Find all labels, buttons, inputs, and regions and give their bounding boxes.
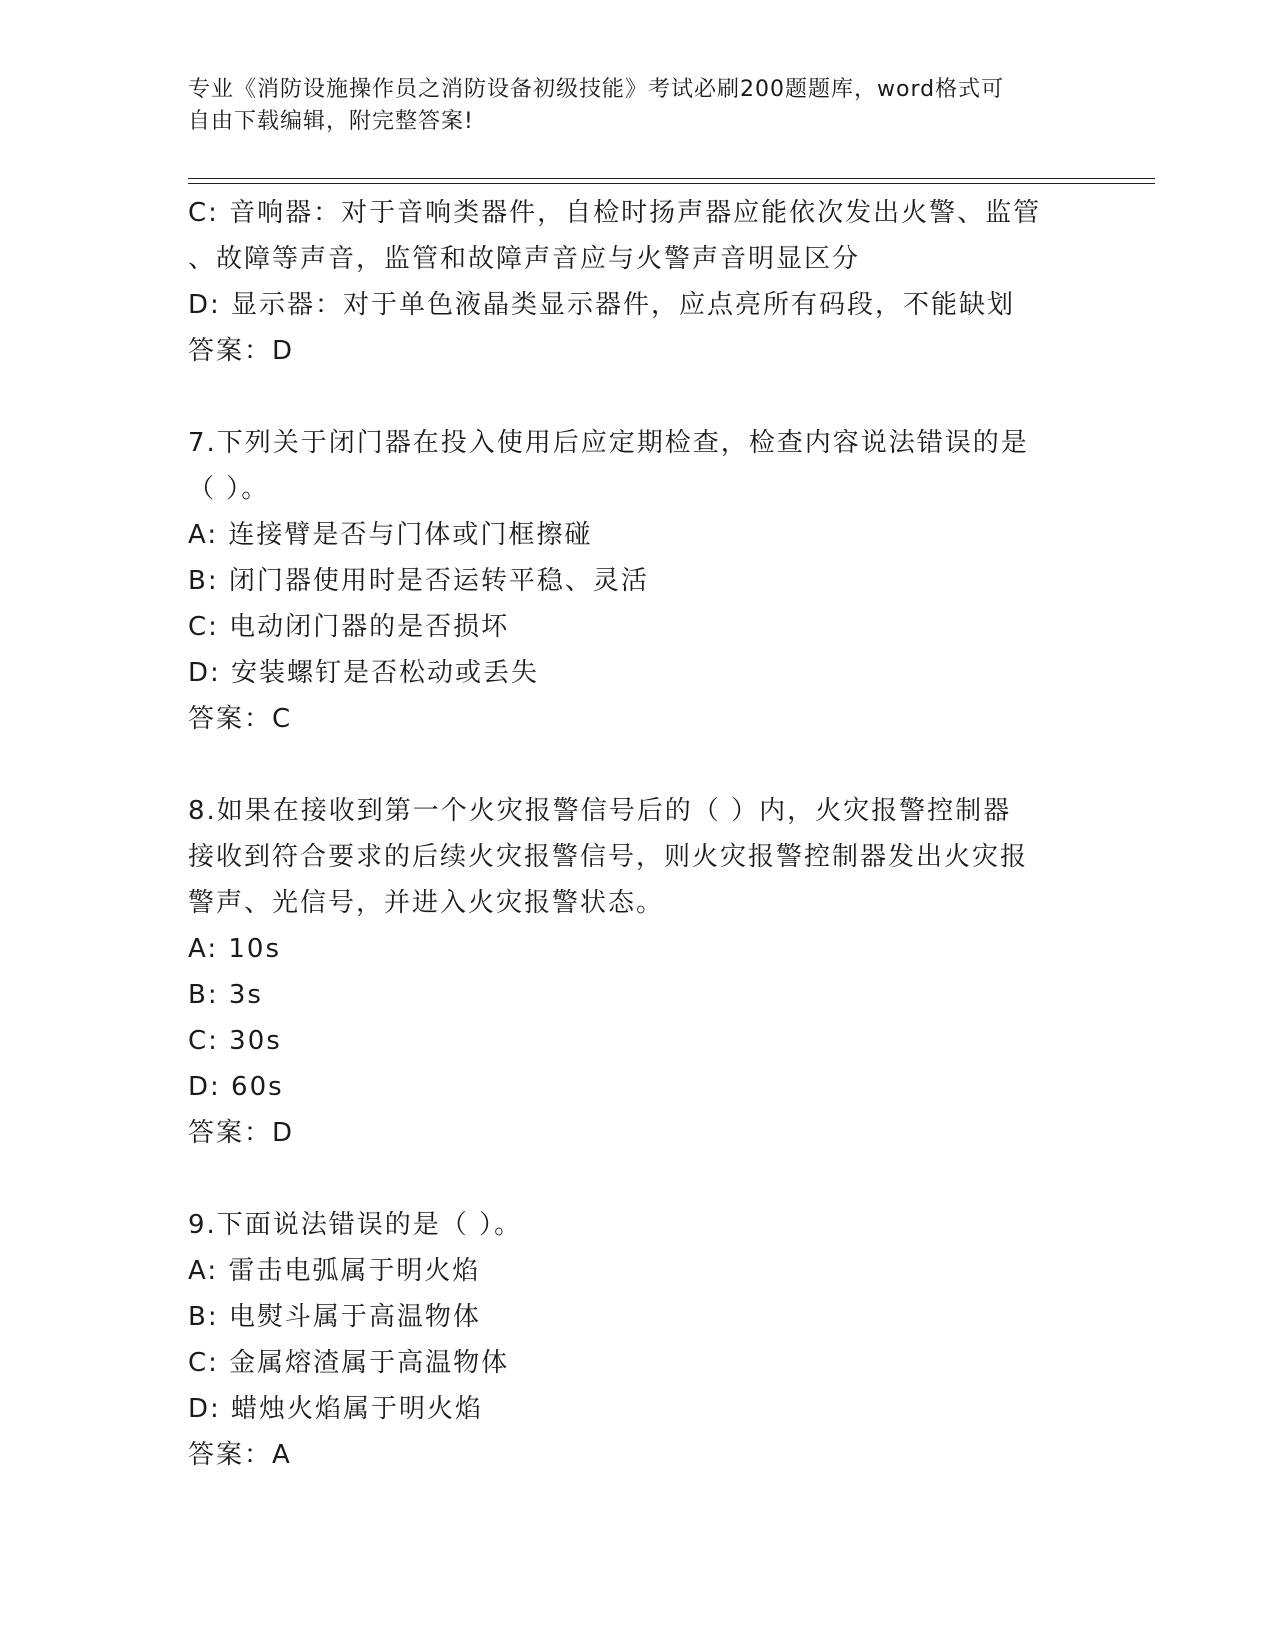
document-header — [188, 74, 1088, 138]
q9-option-b: B: 电熨斗属于高温物体 — [188, 1302, 481, 1332]
q7-option-b: B: 闭门器使用时是否运转平稳、灵活 — [188, 566, 649, 596]
q7-option-c: C: 电动闭门器的是否损坏 — [188, 612, 510, 642]
spacer — [188, 374, 1088, 420]
q8-stem-line-1: 8.如果在接收到第一个火灾报警信号后的（ ）内，火灾报警控制器 — [188, 796, 1012, 826]
header-line-1: 专业《消防设施操作员之消防设备初级技能》考试必刷200题题库，word格式可 — [188, 77, 1005, 102]
q9-option-c: C: 金属熔渣属于高温物体 — [188, 1348, 510, 1378]
q8-stem-line-3: 警声、光信号，并进入火灾报警状态。 — [188, 888, 665, 918]
q9-answer: 答案：A — [188, 1440, 292, 1470]
prev-answer: 答案：D — [188, 336, 295, 366]
q7-stem-line-2: （ ）。 — [188, 474, 270, 504]
q8-option-b: B: 3s — [188, 980, 263, 1010]
q9-stem-line-1: 9.下面说法错误的是（ ）。 — [188, 1210, 523, 1240]
q8-option-d: D: 60s — [188, 1072, 284, 1102]
spacer — [188, 1156, 1088, 1202]
q9-option-d: D: 蜡烛火焰属于明火焰 — [188, 1394, 484, 1424]
q9-option-a: A: 雷击电弧属于明火焰 — [188, 1256, 481, 1286]
prev-option-d: D: 显示器：对于单色液晶类显示器件，应点亮所有码段，不能缺划 — [188, 290, 1016, 320]
spacer — [188, 742, 1088, 788]
header-rule-top — [188, 178, 1155, 179]
q7-stem-line-1: 7.下列关于闭门器在投入使用后应定期检查，检查内容说法错误的是 — [188, 428, 1029, 458]
question-content — [188, 190, 1088, 1478]
q7-option-a: A: 连接臂是否与门体或门框擦碰 — [188, 520, 593, 550]
header-line-2: 自由下载编辑，附完整答案! — [188, 109, 474, 134]
prev-option-c-line-1: C: 音响器：对于音响类器件，自检时扬声器应能依次发出火警、监管 — [188, 198, 1042, 228]
q8-option-a: A: 10s — [188, 934, 281, 964]
q8-answer: 答案：D — [188, 1118, 295, 1148]
q7-answer: 答案：C — [188, 704, 293, 734]
prev-option-c-line-2: 、故障等声音，监管和故障声音应与火警声音明显区分 — [188, 244, 861, 274]
q8-stem-line-2: 接收到符合要求的后续火灾报警信号，则火灾报警控制器发出火灾报 — [188, 842, 1029, 872]
q7-option-d: D: 安装螺钉是否松动或丢失 — [188, 658, 540, 688]
q8-option-c: C: 30s — [188, 1026, 282, 1056]
header-rule-bottom — [188, 183, 1155, 184]
